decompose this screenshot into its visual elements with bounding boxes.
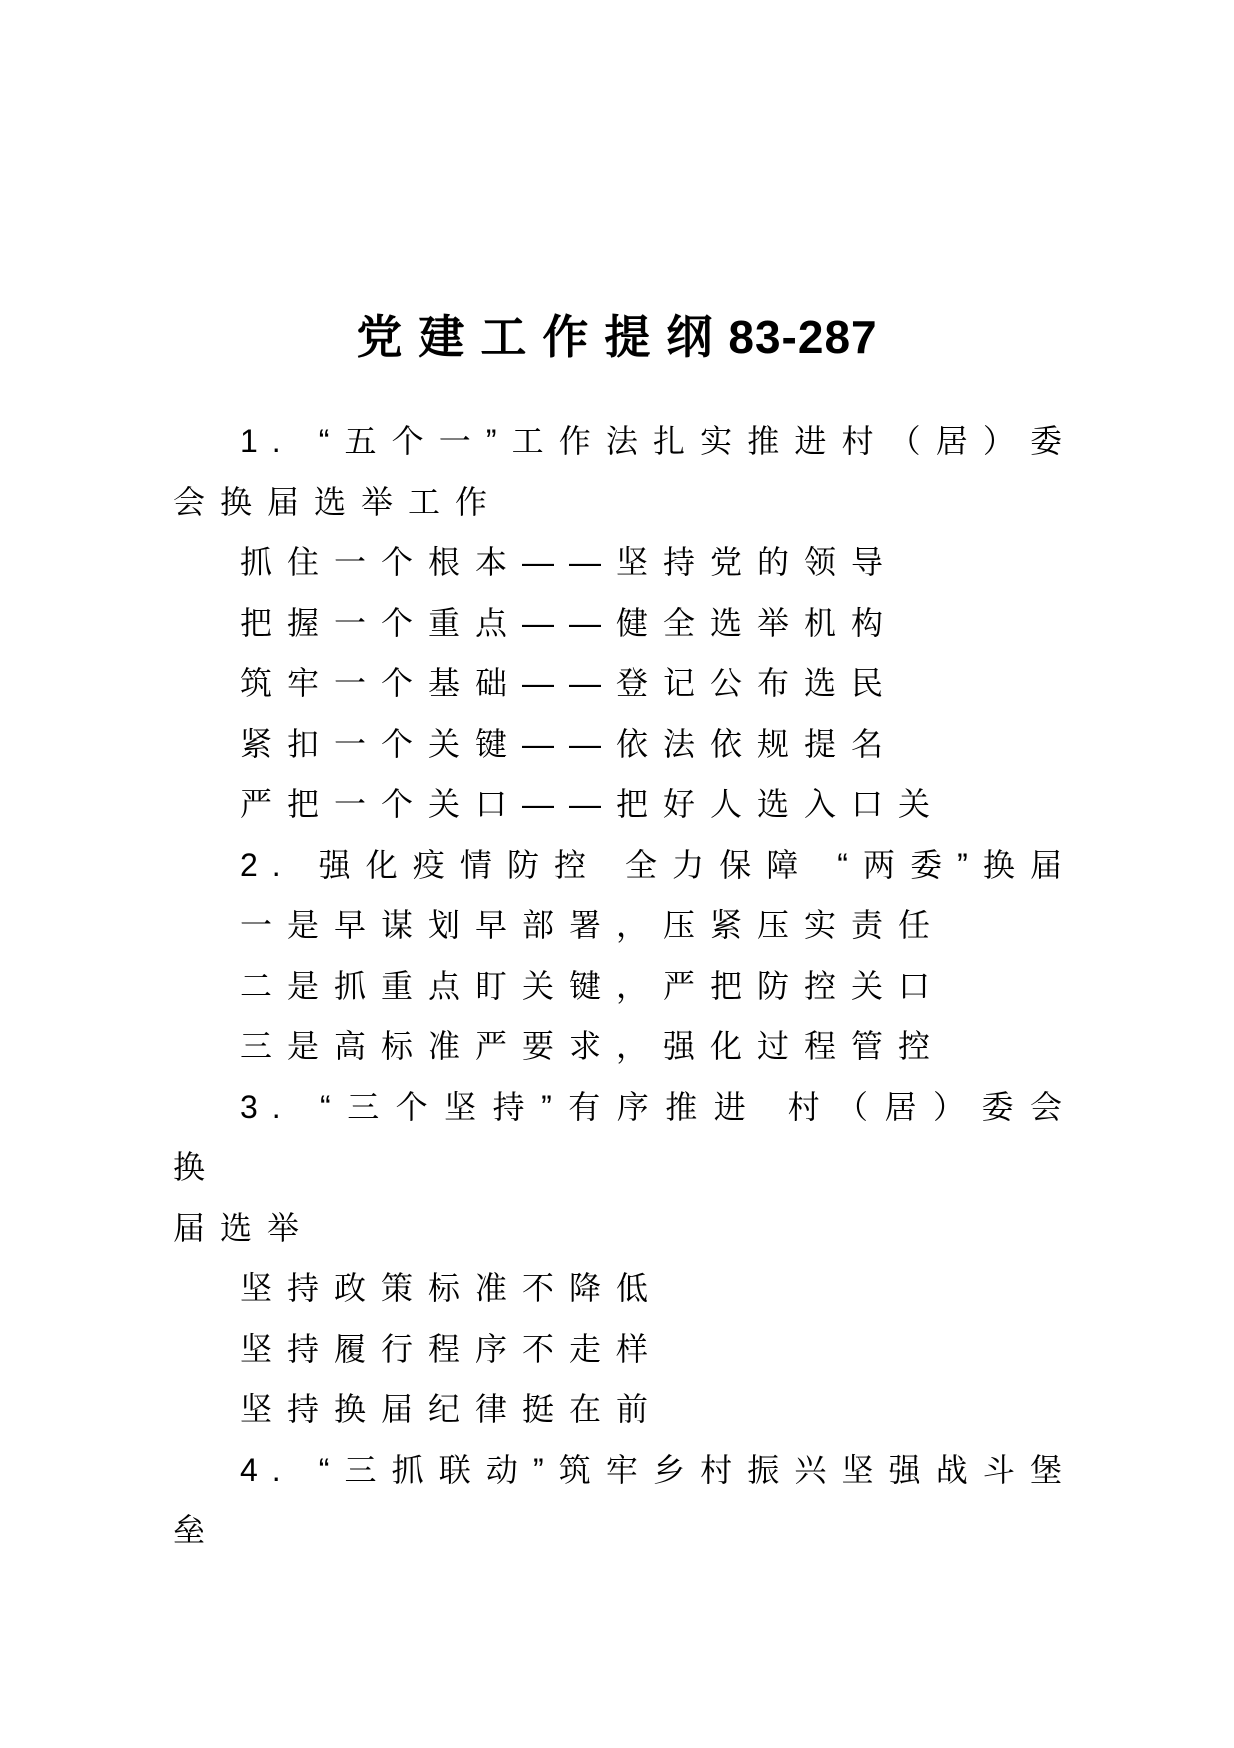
doc-line-subitem: 三是高标准严要求，强化过程管控 bbox=[240, 1028, 946, 1064]
doc-line-subitem: 坚持履行程序不走样 bbox=[240, 1330, 664, 1367]
doc-line-heading-2: 2. 强化疫情防控 全力保障 “两委”换届 bbox=[240, 846, 1076, 883]
document-title-text: 党建工作提纲 bbox=[356, 310, 729, 363]
document-title bbox=[0, 310, 1234, 364]
doc-line-subitem: 把握一个重点——健全选举机构 bbox=[240, 604, 899, 641]
doc-line-subitem: 坚持政策标准不降低 bbox=[240, 1270, 664, 1306]
doc-line-heading-3: 3. “三个坚持”有序推进 村（居）委会换 bbox=[173, 1088, 1076, 1185]
doc-line-subitem: 严把一个关口——把好人选入口关 bbox=[240, 786, 946, 822]
doc-line-continuation: 会换届选举工作 bbox=[173, 483, 503, 520]
document-title-number: 83-287 bbox=[728, 310, 878, 363]
doc-line-continuation: 垒 bbox=[173, 1512, 221, 1548]
doc-line-heading-1: 1. “五个一”工作法扎实推进村（居）委 bbox=[240, 423, 1076, 459]
doc-line-continuation: 届选举 bbox=[173, 1209, 315, 1246]
doc-line-subitem: 二是抓重点盯关键，严把防控关口 bbox=[240, 967, 946, 1004]
doc-line-subitem: 抓住一个根本——坚持党的领导 bbox=[240, 544, 899, 580]
doc-line-subitem: 一是早谋划早部署，压紧压实责任 bbox=[240, 907, 946, 943]
doc-line-subitem: 筑牢一个基础——登记公布选民 bbox=[240, 665, 899, 701]
doc-line-subitem: 紧扣一个关键——依法依规提名 bbox=[240, 725, 899, 762]
doc-line-heading-4: 4. “三抓联动”筑牢乡村振兴坚强战斗堡 bbox=[240, 1451, 1076, 1488]
doc-line-subitem: 坚持换届纪律挺在前 bbox=[240, 1391, 664, 1427]
document-body bbox=[173, 411, 1076, 1561]
